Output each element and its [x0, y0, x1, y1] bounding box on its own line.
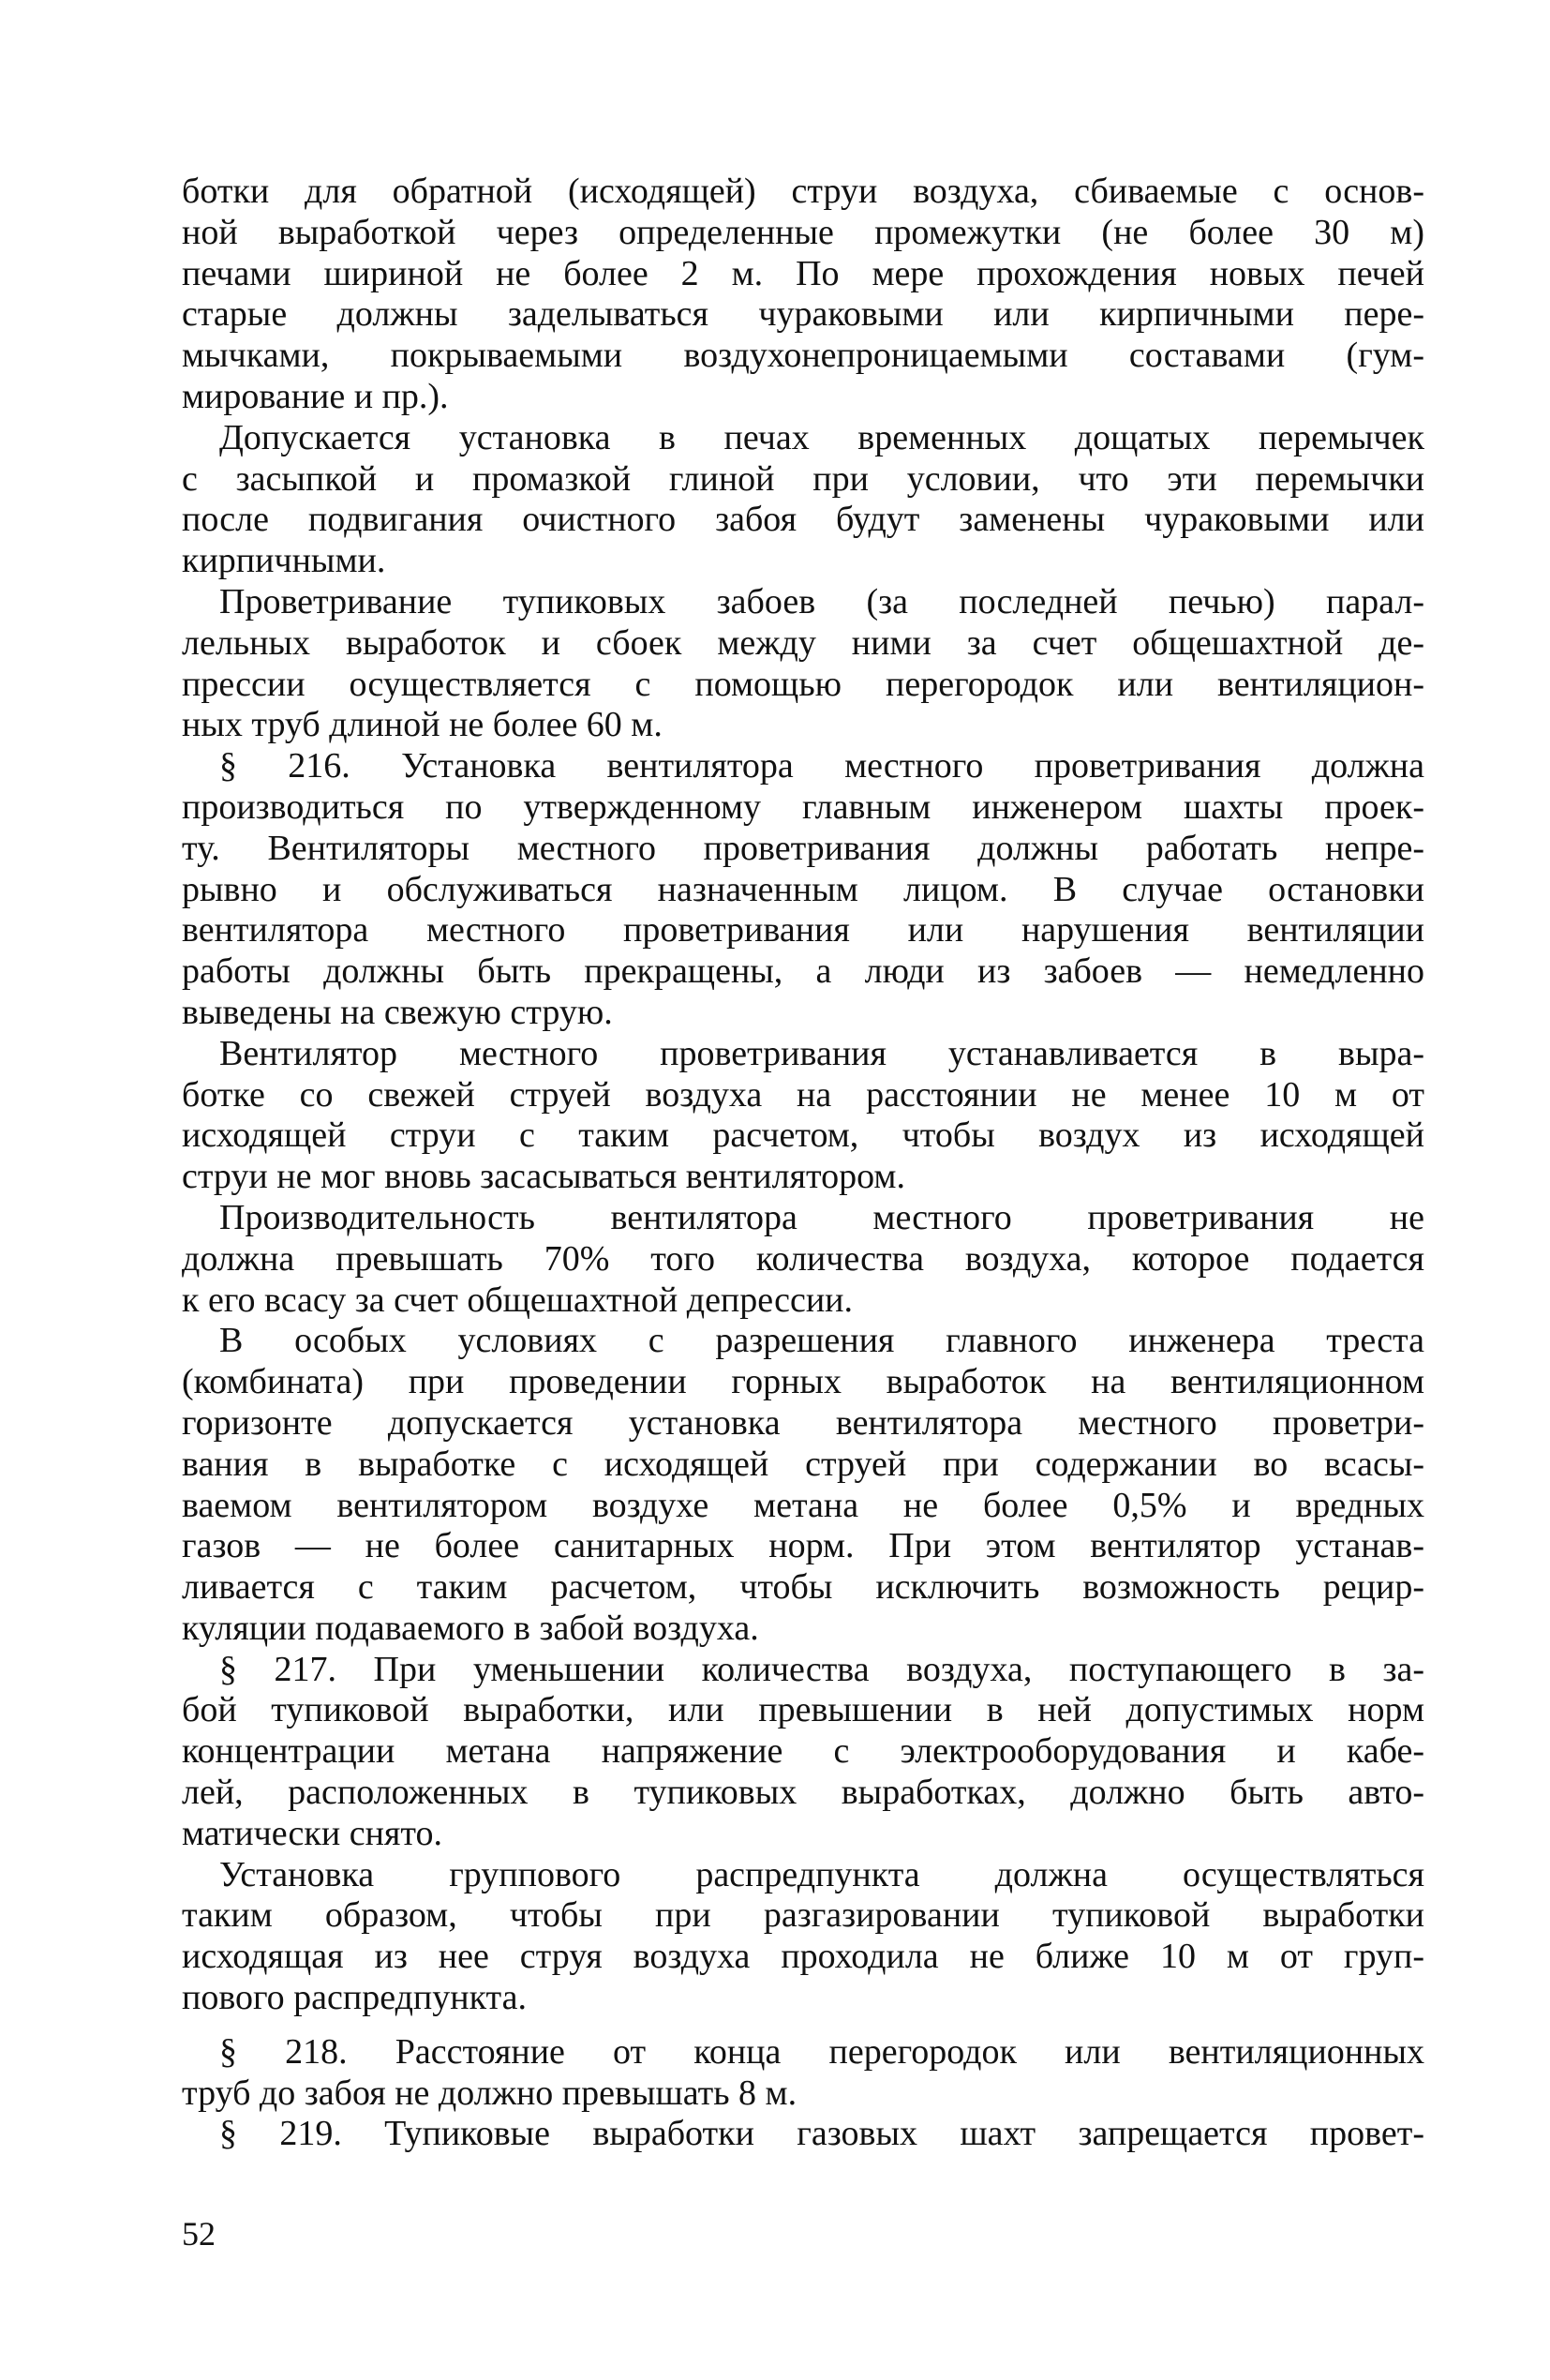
paragraph: [182, 1650, 1424, 1855]
text-line: таким образом, чтобы при разгазировании тупиковой выработки: [182, 1895, 1424, 1936]
text-line: Проветривание тупиковых забоев (за последней печью) парал-: [219, 581, 1424, 621]
text-line: прессии осуществляется с помощью перегородок или вентиляцион-: [182, 664, 1424, 704]
text-line: горизонте допускается установка вентилятора местного проветри-: [182, 1402, 1424, 1443]
text-line: работы должны быть прекращены, а люди из забоев — немедленно: [182, 951, 1424, 992]
text-line: мирование и пр.).: [182, 376, 449, 416]
text-line: Допускается установка в печах временных дощатых перемычек: [219, 417, 1424, 457]
paragraph: [182, 1034, 1424, 1198]
text-line: газов — не более санитарных норм. При этом вентилятор устанав-: [182, 1526, 1424, 1566]
paragraph: [182, 2114, 1424, 2155]
text-line: исходящей струи с таким расчетом, чтобы воздух из исходящей: [182, 1115, 1424, 1156]
text-line: бой тупиковой выработки, или превышении в ней допустимых норм: [182, 1690, 1424, 1730]
text-line: ботки для обратной (исходящей) струи воздуха, сбиваемые с основ-: [182, 172, 1424, 211]
text-line: производиться по утвержденному главным инженером шахты проек-: [182, 786, 1424, 827]
paragraph: [182, 746, 1424, 1034]
text-line: пового распредпункта.: [182, 1978, 527, 2018]
text-line: вания в выработке с исходящей струей при содержании во всасы-: [182, 1444, 1424, 1484]
text-line: ных труб длиной не более 60 м.: [182, 705, 663, 745]
text-line: ту. Вентиляторы местного проветривания должны работать непре-: [182, 828, 1424, 868]
text-line: с засыпкой и промазкой глиной при условии, что эти перемычки: [182, 458, 1424, 499]
text-line: после подвигания очистного забоя будут заменены чураковыми или: [182, 500, 1424, 540]
text-line: куляции подаваемого в забой воздуха.: [182, 1608, 759, 1648]
text-line: выведены на свежую струю.: [182, 992, 613, 1032]
paragraph: [182, 582, 1424, 746]
text-line: концентрации метана напряжение с электрооборудования и кабе-: [182, 1731, 1424, 1772]
text-line: ботке со свежей струей воздуха на расстоянии не менее 10 м от: [182, 1074, 1424, 1115]
paragraph: [182, 1321, 1424, 1649]
text-line: кирпичными.: [182, 541, 386, 581]
text-line: В особых условиях с разрешения главного инженера треста: [219, 1321, 1424, 1361]
text-line: ваемом вентилятором воздухе метана не более 0,5% и вредных: [182, 1485, 1424, 1525]
text-line: § 217. При уменьшении количества воздуха, поступающего в за-: [219, 1649, 1424, 1689]
text-line: матически снято.: [182, 1813, 442, 1853]
page-body-text: [182, 172, 1424, 2155]
paragraph: [182, 1198, 1424, 1321]
text-line: мычками, покрываемыми воздухонепроницаемыми составами (гум-: [182, 336, 1424, 376]
paragraph: [182, 418, 1424, 582]
text-line: § 216. Установка вентилятора местного проветривания должна: [219, 746, 1424, 786]
text-line: старые должны заделываться чураковыми или кирпичными пере-: [182, 294, 1424, 335]
text-line: § 218. Расстояние от конца перегородок или вентиляционных: [219, 2031, 1424, 2072]
text-line: труб до забоя не должно превышать 8 м.: [182, 2073, 797, 2113]
text-line: рывно и обслуживаться назначенным лицом. В случае остановки: [182, 869, 1424, 909]
text-line: Производительность вентилятора местного проветривания не: [219, 1197, 1424, 1237]
text-line: Установка группового распредпункта должна осуществляться: [219, 1854, 1424, 1894]
text-line: ной выработкой через определенные промежутки (не более 30 м): [182, 212, 1424, 252]
paragraph: [182, 172, 1424, 418]
text-line: ливается с таким расчетом, чтобы исключить возможность рецир-: [182, 1567, 1424, 1608]
text-line: (комбината) при проведении горных выработок на вентиляционном: [182, 1362, 1424, 1402]
text-line: исходящая из нее струя воздуха проходила не ближе 10 м от груп-: [182, 1937, 1424, 1977]
text-line: к его всасу за счет общешахтной депрессии.: [182, 1280, 853, 1320]
paragraph: [182, 1855, 1424, 2019]
page-number: 52: [182, 2215, 216, 2253]
text-line: печами шириной не более 2 м. По мере прохождения новых печей: [182, 253, 1424, 293]
text-line: вентилятора местного проветривания или нарушения вентиляции: [182, 910, 1424, 951]
text-line: лей, расположенных в тупиковых выработках, должно быть авто-: [182, 1773, 1424, 1813]
text-line: § 219. Тупиковые выработки газовых шахт запрещается провет-: [219, 2114, 1424, 2154]
text-line: струи не мог вновь засасываться вентилятором.: [182, 1157, 905, 1197]
text-line: лельных выработок и сбоек между ними за счет общешахтной де-: [182, 622, 1424, 663]
paragraph: [182, 2032, 1424, 2115]
text-line: должна превышать 70% того количества воздуха, которое подается: [182, 1238, 1424, 1279]
text-line: Вентилятор местного проветривания устанавливается в выра-: [219, 1033, 1424, 1073]
